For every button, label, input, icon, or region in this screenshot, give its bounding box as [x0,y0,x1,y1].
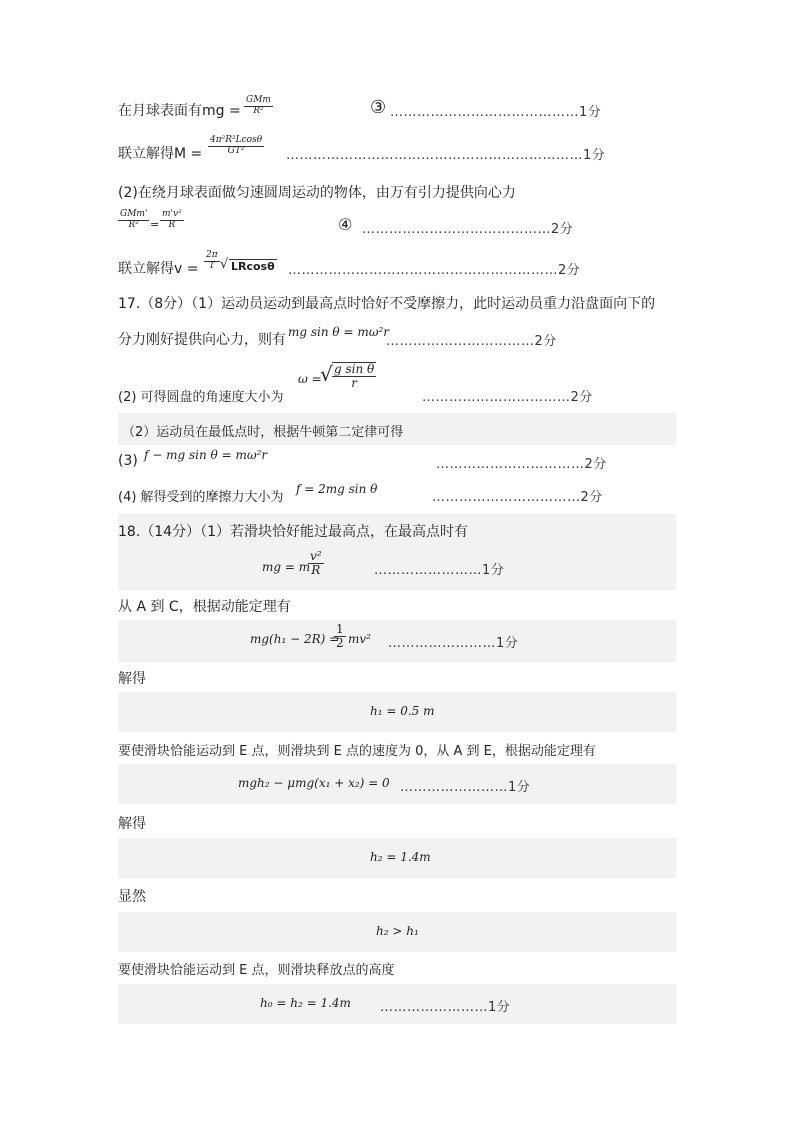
eq-q18-b-left: mg = m [262,560,311,574]
text-q17-c: (2) 可得圆盘的角速度大小为 [118,390,284,405]
eq-q18-d-right: mv² [348,632,371,646]
line-q18-c [118,590,676,620]
score-leader-3: ……………………………………2分 [362,222,574,237]
line-q17-e [118,445,676,481]
eq-q18-l: h₂ > h₁ [376,924,419,938]
text-q17-e: (3) [118,453,138,469]
score-leader-9: ……………………1分 [374,563,505,578]
eq-orbit-right: $\frac{\text{m'v²}}{R}$ [162,209,182,230]
text-q18-a: 18.（14分）（1）若滑块恰好能过最高点，在最高点时有 [118,524,468,540]
eq-q18-j: h₂ = 1.4m [370,850,431,864]
text-q17-b: 分力刚好提供向心力，则有 [118,332,286,348]
score-leader-12: ……………………1分 [380,1000,511,1015]
score-leader-4: ……………………………………………………2分 [288,263,581,278]
score-leader-8: ……………………………2分 [432,490,603,505]
text-q18-e: 解得 [118,671,146,687]
line-q18-a [118,514,676,546]
line-q17-b [118,322,676,358]
line-part2-intro [118,176,676,212]
line-moon-surface [118,92,676,128]
text-q18-m: 要使滑块恰能运动到 E 点，则滑块释放点的高度 [118,963,395,978]
score-leader-6: ……………………………2分 [422,390,593,405]
eq-velocity-sqrt: LRcosθ [231,260,275,273]
score-leader-11: ……………………1分 [400,780,531,795]
score-leader-7: ……………………………2分 [436,457,607,472]
line-q18-b [118,546,676,590]
line-q18-n [118,984,676,1024]
eq-orbit-left: GMm' R² [120,209,148,230]
line-orbit-equation: GMm' R² = $\frac{\text{m'v²}}{R}$ ④ ……………………………………2分 [120,209,574,237]
text-q17-a: 17.（8分）（1）运动员运动到最高点时恰好不受摩擦力，此时运动员重力沿盘面向下的 [118,296,656,312]
eq-q17-b: mg sin θ = mω²r [288,325,390,339]
text-moon-surface: 在月球表面有mg = [118,103,241,119]
eq-gravity-fraction: GMm R² [246,95,271,116]
eq-q17-c-fraction: $\frac{\text{g sin θ}}{r}$ [334,362,375,391]
line-q18-d [118,620,676,662]
line-solve-mass [118,134,676,170]
line-q17-c: (2) 可得圆盘的角速度大小为 ω = √ $\frac{\text{g sin θ}}{r}$ ……………………………2分 [118,362,593,405]
text-q18-c: 从 A 到 C，根据动能定理有 [118,599,291,615]
text-part2-intro: (2)在绕月球表面做匀速圆周运动的物体，由万有引力提供向心力 [118,185,516,201]
eq-velocity-fraction: $\frac{2\pi}{T}$ [206,250,218,271]
line-q18-k [118,878,676,912]
text-q18-g: 要使滑块恰能运动到 E 点，则滑块到 E 点的速度为 0，从 A 到 E，根据动能定理有 [118,744,596,759]
eq-q18-n: h₀ = h₂ = 1.4m [260,996,351,1010]
line-q17-d [118,413,676,445]
text-solve-mass: 联立解得M = [118,146,203,162]
score-leader-5: ……………………………2分 [386,334,557,349]
line-q17-f [118,478,676,514]
line-q18-l [118,912,676,952]
line-q18-f [118,692,676,732]
score-leader-2: …………………………………………………………1分 [286,148,606,163]
text-q17-d: （2）运动员在最低点时，根据牛顿第二定律可得 [122,425,404,440]
eq-q17-f: f = 2mg sin θ [296,482,378,496]
line-q18-j [118,838,676,878]
score-leader-1: ……………………………………1分 [390,105,602,120]
line-q18-g [118,732,676,764]
eq-q17-e: f − mg sin θ = mω²r [144,448,268,462]
eq-q18-f: h₁ = 0.5 m [370,704,435,718]
eq-mass-fraction: $\frac{\text{4π²R²Lcosθ}}{\text{GT²}}$ [210,135,263,156]
text-solve-velocity: 联立解得v = [118,261,199,277]
line-q18-e [118,662,676,692]
text-q18-k: 显然 [118,889,146,905]
eq-q18-d-left: mg(h₁ − 2R) = [250,632,340,646]
score-leader-10: ……………………1分 [388,636,519,651]
text-q18-i: 解得 [118,816,146,832]
text-q17-f: (4) 解得受到的摩擦力大小为 [118,490,284,505]
eq-q18-b-fraction: $\frac{\text{v²}}{R}$ [310,549,322,578]
line-solve-velocity: 联立解得v = $\frac{2\pi}{T}$ √ LRcosθ ……………………………………………………2分 [118,250,581,278]
eq-q18-d-fraction: $\frac{1}{2}$ [336,622,344,651]
line-q18-m [118,952,676,984]
eq-q18-h: mgh₂ − μmg(x₁ + x₂) = 0 [238,776,390,790]
eq-q17-c-left: ω = [298,372,322,386]
equation-number-4: ④ [338,215,353,234]
equation-number-3: ③ [370,97,387,118]
line-q18-i [118,804,676,838]
line-q17-a [118,290,676,326]
line-q18-h [118,764,676,804]
